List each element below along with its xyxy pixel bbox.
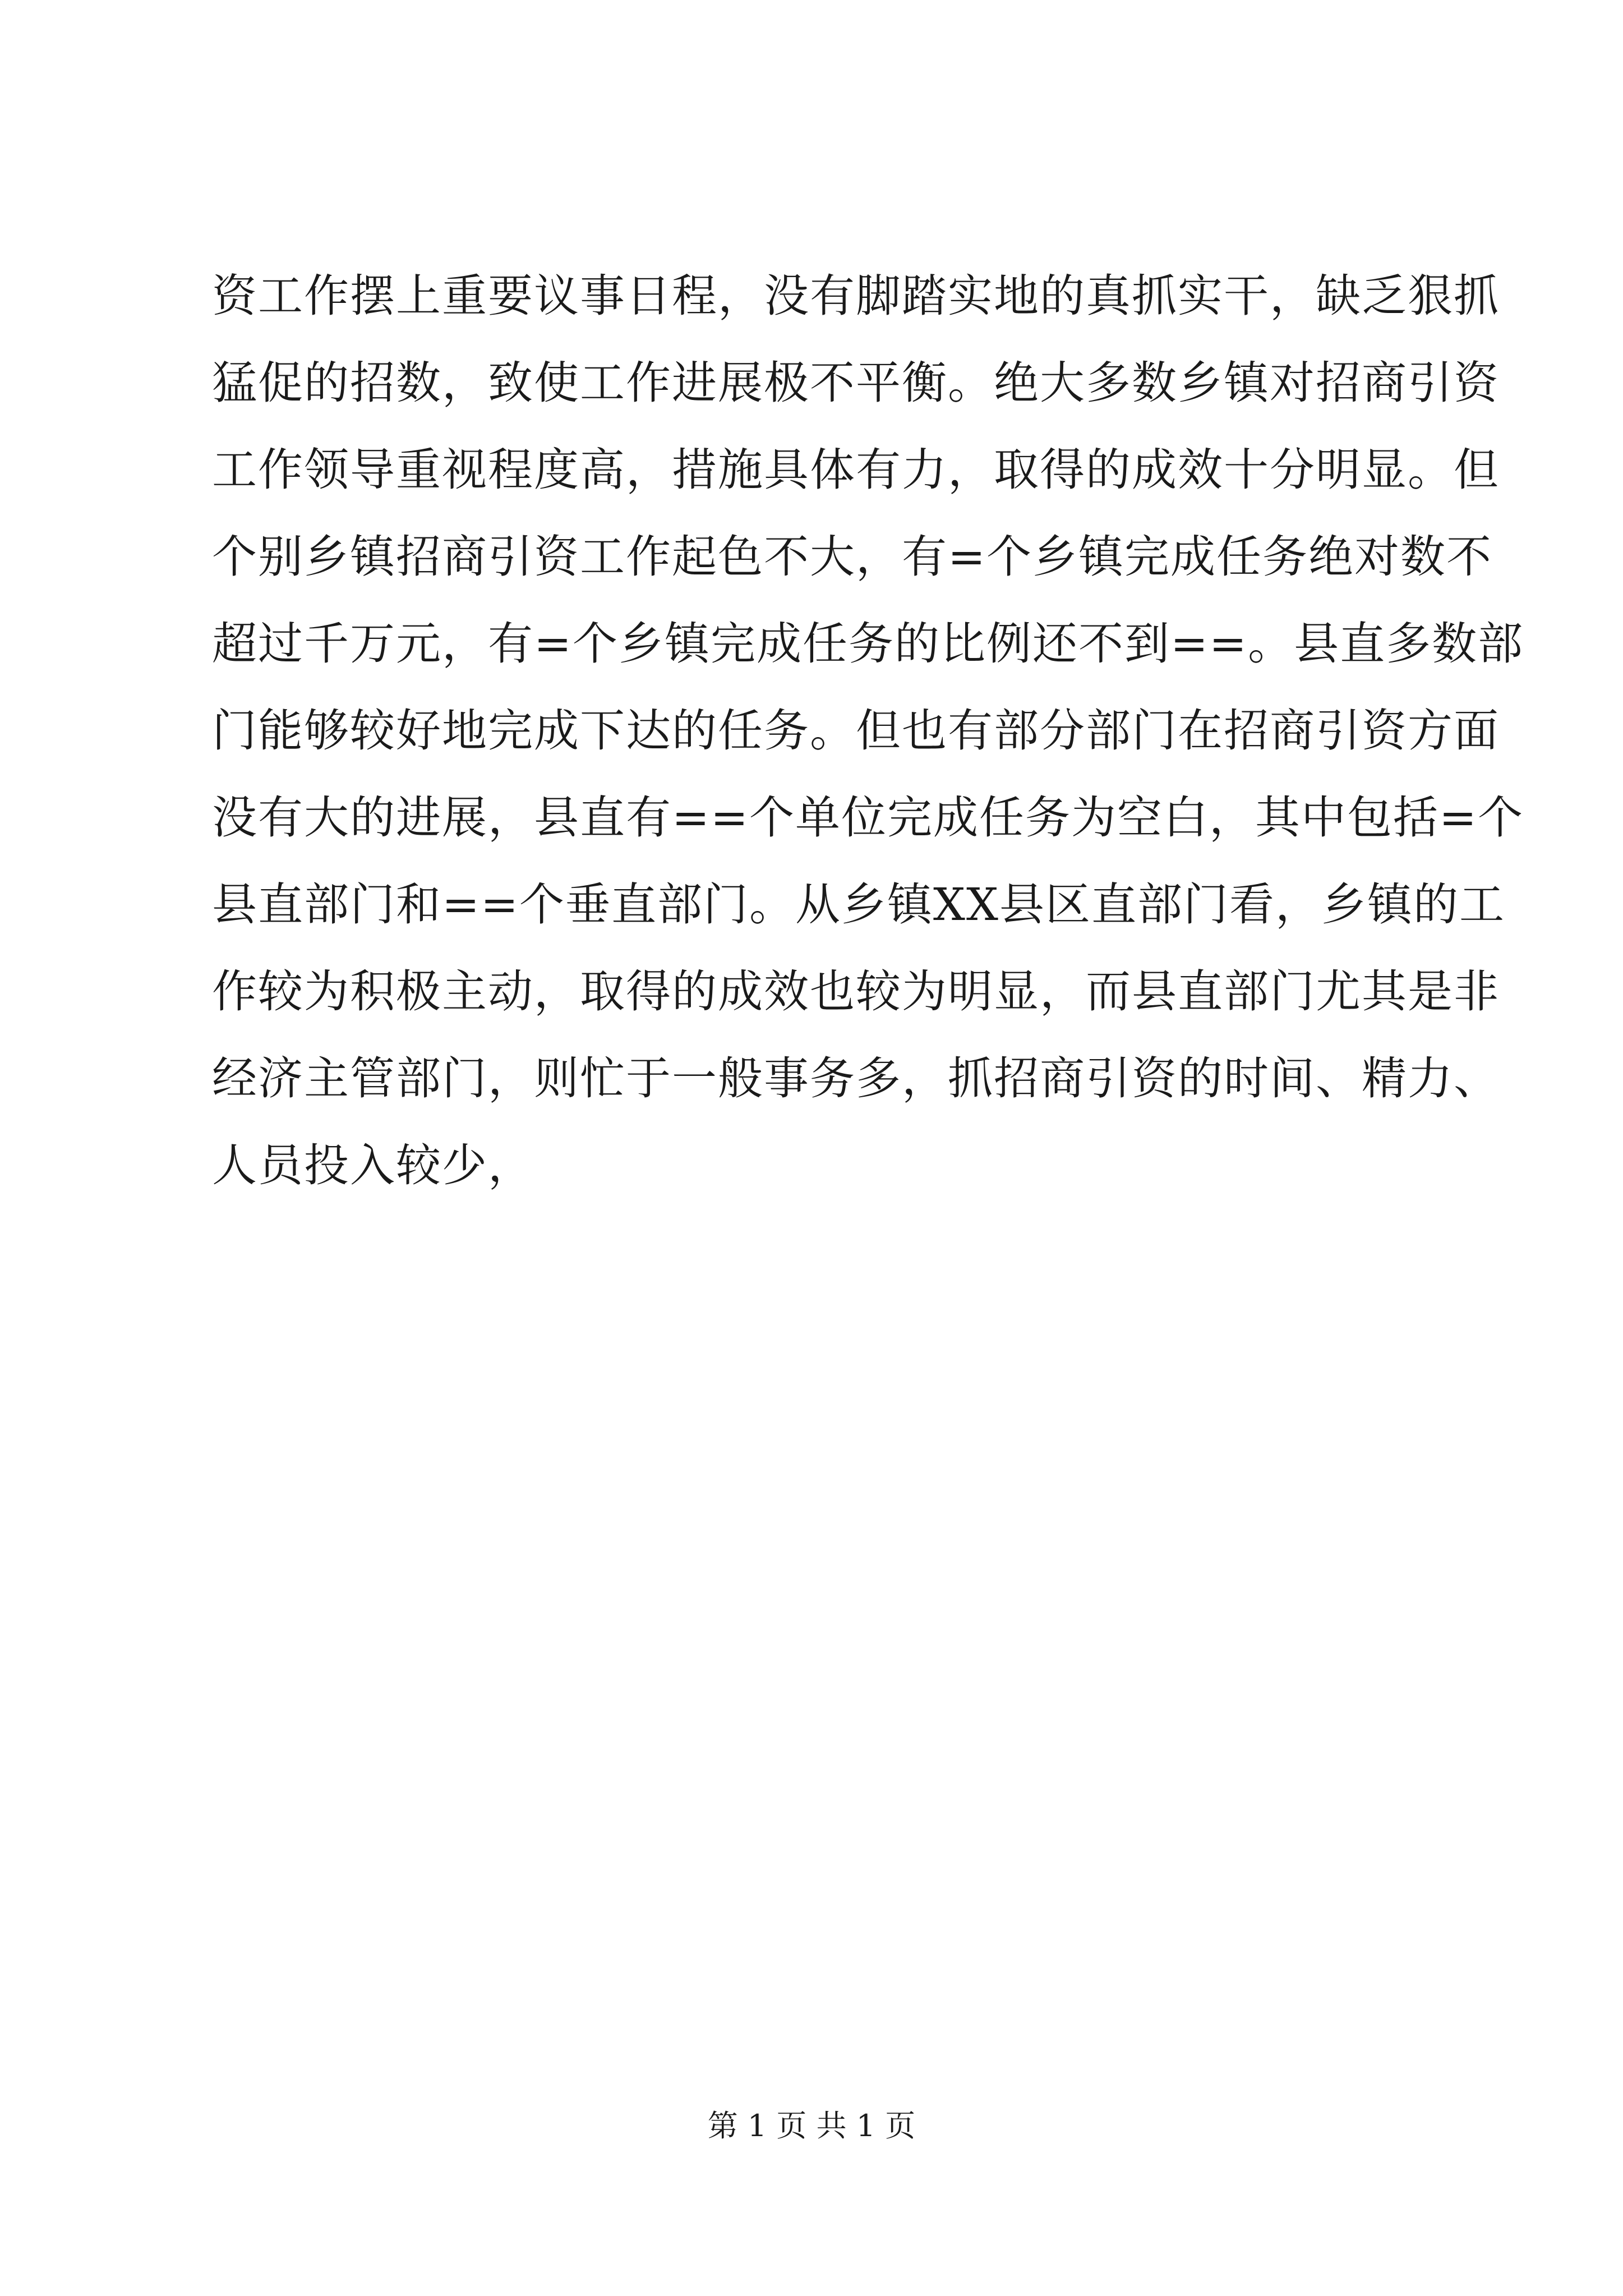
body-paragraph xyxy=(212,252,1524,1209)
paragraph-line: 资工作摆上重要议事日程，没有脚踏实地的真抓实干，缺乏狠抓 xyxy=(212,270,1500,322)
page-number-footer: 第 1 页 共 1 页 xyxy=(707,2108,916,2143)
paragraph-line: 经济主管部门，则忙于一般事务多，抓招商引资的时间、精力、 xyxy=(212,1052,1500,1105)
paragraph-line: 人员投入较少， xyxy=(212,1139,534,1191)
paragraph-line: 猛促的招数，致使工作进展极不平衡。绝大多数乡镇对招商引资 xyxy=(212,357,1500,409)
paragraph-line: 没有大的进展，县直有==个单位完成任务为空白，其中包括=个 xyxy=(212,792,1524,844)
paragraph-line: 工作领导重视程度高，措施具体有力，取得的成效十分明显。但 xyxy=(212,444,1500,496)
paragraph-line: 门能够较好地完成下达的任务。但也有部分部门在招商引资方面 xyxy=(212,705,1500,757)
paragraph-line: 个别乡镇招商引资工作起色不大，有=个乡镇完成任务绝对数不 xyxy=(212,531,1493,583)
paragraph-line: 作较为积极主动，取得的成效也较为明显，而县直部门尤其是非 xyxy=(212,965,1500,1018)
paragraph-line: 超过千万元，有=个乡镇完成任务的比例还不到==。县直多数部 xyxy=(212,618,1524,670)
paragraph-line: 县直部门和==个垂直部门。从乡镇XX县区直部门看，乡镇的工 xyxy=(212,878,1505,931)
